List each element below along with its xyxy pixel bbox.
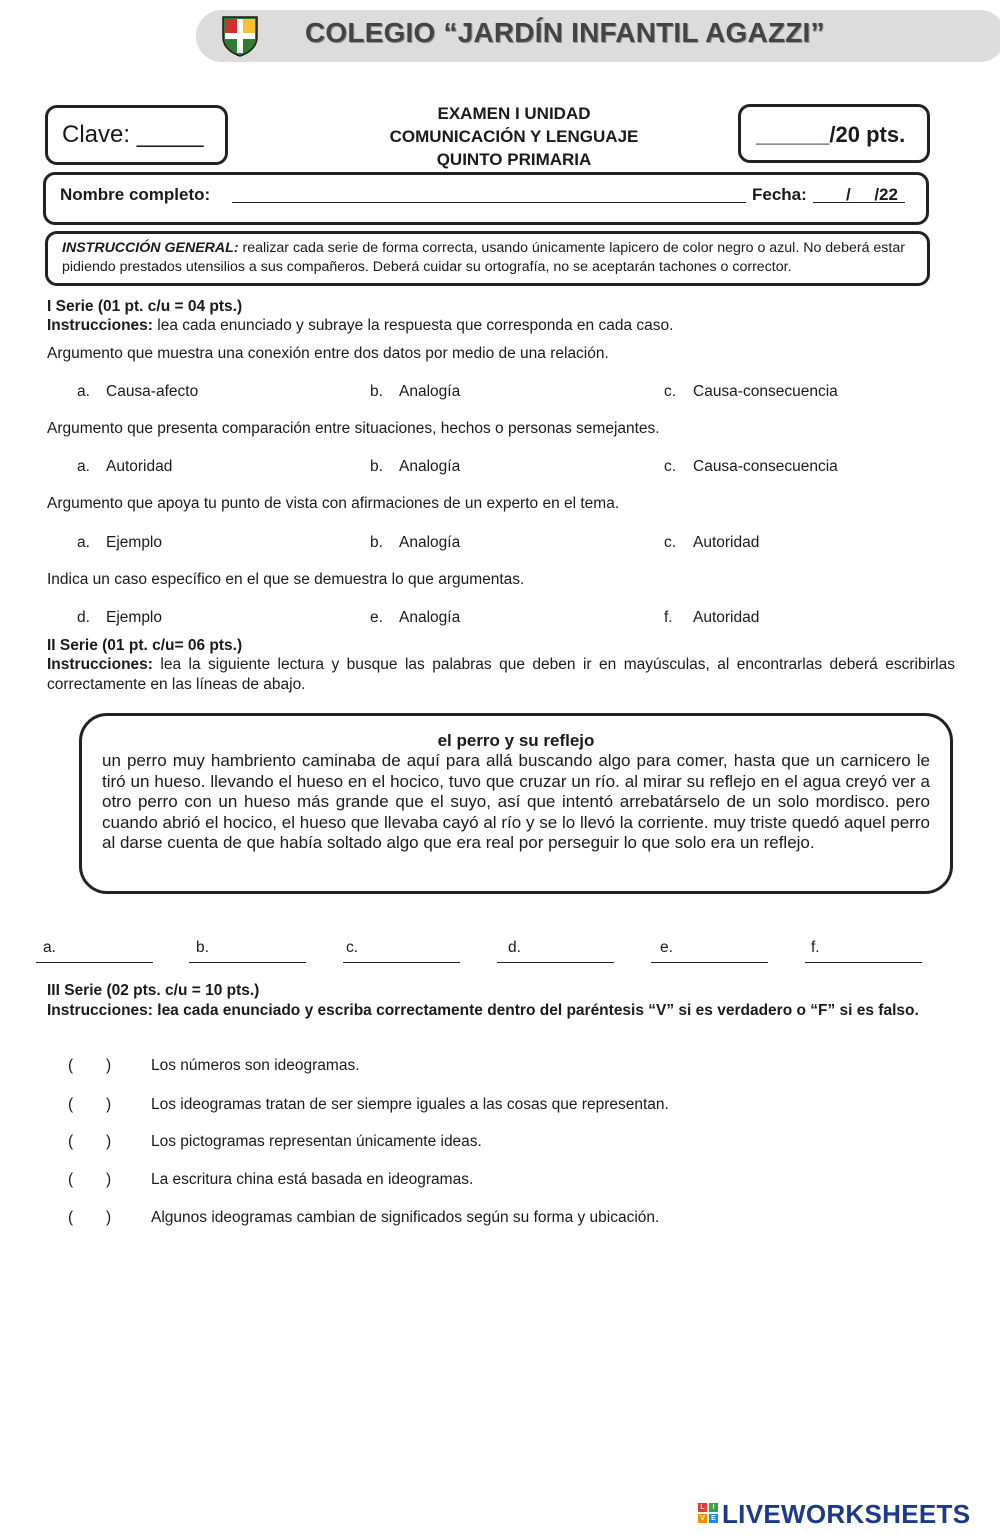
serie1-q1-option-a[interactable]: a. Causa-afecto [77, 383, 199, 400]
serie1-q4-option-f[interactable]: f. Autoridad [664, 609, 760, 626]
serie1-title: I Serie (01 pt. c/u = 04 pts.) [47, 298, 243, 315]
serie1-q4-option-e[interactable]: e. Analogía [370, 609, 461, 626]
tf-open-paren: ( [68, 1209, 74, 1226]
serie3-title: III Serie (02 pts. c/u = 10 pts.) [47, 982, 260, 999]
serie1-q2-option-c[interactable]: c. Causa-consecuencia [664, 458, 838, 475]
tf-close-paren: ) [106, 1096, 112, 1113]
answer-line-e[interactable] [651, 962, 768, 963]
liveworksheets-brand: LIVEWORKSHEETS [722, 1499, 971, 1529]
exam-title: EXAMEN I UNIDAD [437, 104, 591, 123]
general-instruction [62, 239, 915, 276]
reading-text: un perro muy hambriento caminaba de aquí para allá buscando algo para comer, hasta que un carnicero le tiró un hueso. llevando el hueso en el hocico, tuvo que cruzar un río. al mirar su reflejo en el agua creyó ver a otro perro con un hueso más grande que el suyo, así que intentó arrebatárselo de un solo mordisco. pero cuando abrió el hocico, el hueso que llevaba cayó al río y se lo llevó la corriente. muy triste quedó aquel perro al darse cuenta de que había soltado algo que era real por perseguir lo que solo era un reflejo. [102, 751, 930, 853]
reading-title: el perro y su reflejo [437, 731, 595, 750]
date-value: / /22 [846, 185, 898, 204]
school-crest-icon [221, 15, 259, 57]
serie1-q2-option-a[interactable]: a. Autoridad [77, 458, 173, 475]
name-label: Nombre completo: [60, 185, 211, 204]
tf-open-paren: ( [68, 1133, 74, 1150]
tf-open-paren: ( [68, 1171, 74, 1188]
serie1-question-3: Argumento que apoya tu punto de vista con afirmaciones de un experto en el tema. [47, 495, 620, 512]
tf-answer-5[interactable] [76, 1209, 106, 1229]
liveworksheets-logo-icon: L I V E [698, 1503, 720, 1525]
serie3-instructions: Instrucciones: lea cada enunciado y escriba correctamente dentro del paréntesis “V” si es verdadero o “F” si es falso. [47, 1002, 919, 1019]
answer-line-f[interactable] [805, 962, 922, 963]
tf-close-paren: ) [106, 1133, 112, 1150]
answer-label-b: b. [196, 939, 209, 956]
answer-line-c[interactable] [343, 962, 460, 963]
tf-statement-3: Los pictogramas representan únicamente ideas. [151, 1133, 482, 1150]
serie1-q3-option-b[interactable]: b. Analogía [370, 534, 461, 551]
tf-answer-1[interactable] [76, 1057, 106, 1077]
clave-field[interactable]: Clave: _____ [62, 121, 204, 148]
tf-answer-3[interactable] [76, 1133, 106, 1153]
tf-open-paren: ( [68, 1057, 74, 1074]
general-instruction-label: INSTRUCCIÓN GENERAL: [62, 240, 239, 256]
serie1-q1-option-c[interactable]: c. Causa-consecuencia [664, 383, 838, 400]
tf-statement-1: Los números son ideogramas. [151, 1057, 360, 1074]
school-name: COLEGIO “JARDÍN INFANTIL AGAZZI” [305, 17, 825, 48]
date-label: Fecha: [752, 185, 807, 204]
serie1-q3-option-a[interactable]: a. Ejemplo [77, 534, 162, 551]
serie1-instructions: Instrucciones: lea cada enunciado y subraye la respuesta que corresponda en cada caso. [47, 317, 674, 334]
serie1-question-4: Indica un caso específico en el que se demuestra lo que argumentas. [47, 571, 525, 588]
tf-close-paren: ) [106, 1171, 112, 1188]
general-instruction-text: realizar cada serie de forma correcta, usando únicamente lapicero de color negro o azul. No deberá estar pidiendo prestados utensilios a sus compañeros. Deberá cuidar su ortografía, no se aceptarán tachones o corrector. [62, 240, 905, 275]
tf-close-paren: ) [106, 1057, 112, 1074]
answer-label-f: f. [811, 939, 820, 956]
serie2-instructions: Instrucciones: lea la siguiente lectura y busque las palabras que deben ir en mayúsculas, al encontrarlas deberá escribirlas correctamente en las líneas de abajo. [47, 656, 955, 693]
serie1-q1-option-b[interactable]: b. Analogía [370, 383, 461, 400]
exam-subject: COMUNICACIÓN Y LENGUAJE [389, 127, 639, 146]
serie1-question-1: Argumento que muestra una conexión entre dos datos por medio de una relación. [47, 345, 609, 362]
serie1-q2-option-b[interactable]: b. Analogía [370, 458, 461, 475]
answer-line-a[interactable] [36, 962, 153, 963]
serie1-question-2: Argumento que presenta comparación entre situaciones, hechos o personas semejantes. [47, 420, 660, 437]
serie1-q4-option-d[interactable]: d. Ejemplo [77, 609, 162, 626]
exam-title-block [300, 102, 728, 171]
answer-label-e: e. [660, 939, 673, 956]
tf-statement-4: La escritura china está basada en ideogramas. [151, 1171, 474, 1188]
points-field[interactable]: ______/20 pts. [756, 122, 906, 147]
tf-close-paren: ) [106, 1209, 112, 1226]
answer-line-d[interactable] [497, 962, 614, 963]
answer-label-d: d. [508, 939, 521, 956]
tf-statement-5: Algunos ideogramas cambian de significados según su forma y ubicación. [151, 1209, 660, 1226]
tf-statement-2: Los ideogramas tratan de ser siempre iguales a las cosas que representan. [151, 1096, 669, 1113]
exam-grade: QUINTO PRIMARIA [436, 150, 592, 169]
serie1-q3-option-c[interactable]: c. Autoridad [664, 534, 760, 551]
serie2-title: II Serie (01 pt. c/u= 06 pts.) [47, 637, 243, 654]
tf-answer-2[interactable] [76, 1096, 106, 1116]
answer-label-a: a. [43, 939, 56, 956]
answer-line-b[interactable] [189, 962, 306, 963]
answer-label-c: c. [346, 939, 359, 956]
name-input-line[interactable] [232, 202, 746, 203]
tf-open-paren: ( [68, 1096, 74, 1113]
tf-answer-4[interactable] [76, 1171, 106, 1191]
